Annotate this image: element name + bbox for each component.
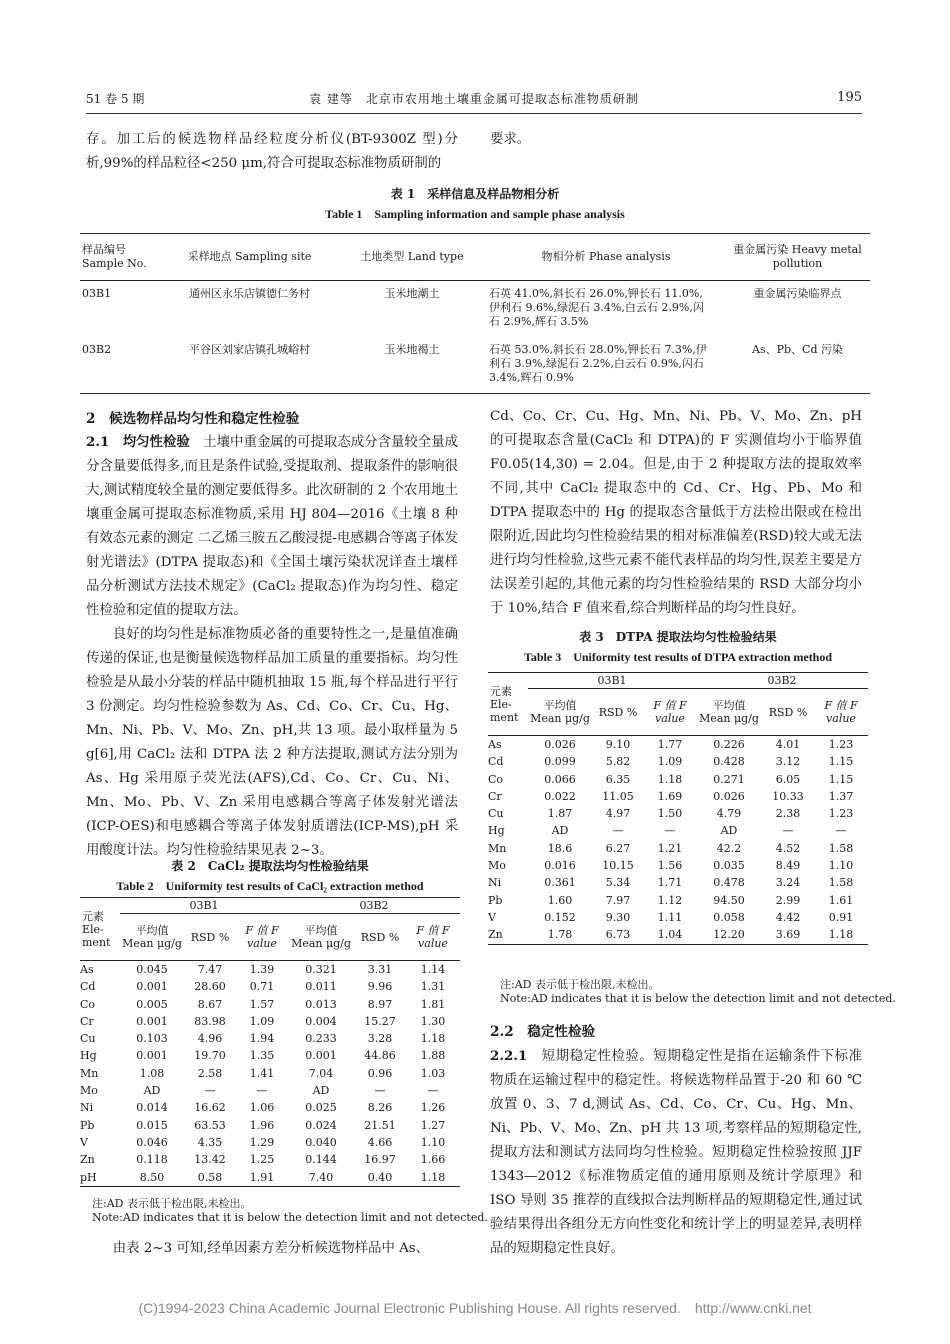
value-cell: 1.41 [249, 1066, 275, 1080]
table-row [80, 1117, 460, 1134]
value-cell: 0.046 [136, 1135, 168, 1149]
table2-caption-cn: 表 2 CaCl₂ 提取法均匀性检验结果 [171, 859, 369, 873]
value-cell: 83.98 [194, 1014, 226, 1028]
table-row [488, 874, 868, 891]
table-row [80, 961, 460, 979]
paragraph-uniformity-intro: 2.1 均匀性检验 土壤中重金属的可提取态成分含量较全量成分含量要低得多,而且是条件试验,受提取剂、提取条件的影响很大,测试精度较全量的测定要低得多。此次研制的 2 个农用地土壤重金属可提取态标准物质,采用 HJ 804—2016《土壤 8 种有效态元素的测定 二乙烯三胺五乙酸浸提-电感耦合等离子体发射光谱法》(DTPA 提取态)和《全国土壤污染状况详查土壤样品分析测试方法技术规定》(CaCl₂ 提取态)作为均匀性、稳定性检验和定值的提取方法。 [86, 434, 459, 618]
element-cell: Cd [488, 755, 504, 769]
value-cell: 1.03 [420, 1066, 446, 1080]
value-cell: AD [143, 1084, 161, 1098]
value-cell: 1.39 [249, 963, 275, 976]
element-cell: As [80, 963, 94, 976]
table3-caption-en: Table 3 Uniformity test results of DTPA extraction method [523, 650, 833, 664]
table-row [80, 337, 870, 394]
value-cell: 0.361 [544, 876, 576, 890]
value-cell: 8.49 [775, 859, 801, 873]
t2-header-rsd: RSD % [354, 914, 406, 961]
value-cell: 0.233 [305, 1032, 337, 1046]
intro-paragraph-end: 要求。 [490, 132, 531, 147]
value-cell: 1.15 [828, 755, 854, 769]
table3-caption-cn: 表 3 DTPA 提取法均匀性检验结果 [579, 630, 777, 644]
table1-caption [80, 184, 870, 224]
value-cell: 1.18 [828, 928, 854, 942]
element-cell: Zn [80, 1153, 95, 1167]
value-cell: 3.31 [367, 963, 393, 976]
value-cell: 0.144 [305, 1153, 337, 1167]
table-row [488, 892, 868, 909]
value-cell: 21.51 [364, 1118, 396, 1132]
value-cell: 1.30 [420, 1014, 446, 1028]
value-cell: 1.37 [828, 789, 854, 803]
t3-header-f: F 值 F value [644, 689, 696, 736]
value-cell: 0.026 [544, 738, 576, 751]
value-cell: — [612, 824, 624, 838]
value-cell: 1.35 [249, 1049, 275, 1063]
value-cell: 4.66 [367, 1135, 393, 1149]
value-cell: 1.66 [420, 1153, 446, 1167]
value-cell: 7.04 [308, 1066, 334, 1080]
t1-cell-phase: 石英 53.0%,斜长石 28.0%,钾长石 7.3%,伊利石 3.9%,绿泥石 2.2%,白云石 0.9%,闪石 3.4%,辉石 0.9% [489, 343, 707, 384]
element-cell: Hg [488, 824, 505, 838]
table2-note-cn: 注:AD 表示低于检出限,未检出。 [92, 1197, 252, 1210]
value-cell: 0.026 [713, 789, 745, 803]
value-cell: 0.478 [713, 876, 745, 890]
t1-header-pollution: 重金属污染 Heavy metal pollution [733, 243, 862, 270]
value-cell: — [204, 1084, 216, 1098]
element-cell: Cr [80, 1014, 94, 1028]
value-cell: 10.33 [772, 789, 804, 803]
table1-caption-en: Table 1 Sampling information and sample phase analysis [325, 207, 625, 221]
value-cell: 1.04 [657, 928, 683, 942]
value-cell: 1.29 [249, 1135, 275, 1149]
t3-header-03b1: 03B1 [528, 673, 696, 689]
value-cell: 1.57 [249, 997, 275, 1011]
value-cell: 0.045 [136, 963, 168, 976]
header-divider [86, 113, 862, 114]
value-cell: 1.10 [420, 1135, 446, 1149]
value-cell: 9.96 [367, 980, 393, 994]
table-row [80, 978, 460, 995]
value-cell: 0.066 [544, 772, 576, 786]
value-cell: 0.001 [136, 1049, 168, 1063]
element-cell: Cr [488, 789, 502, 803]
value-cell: 6.05 [775, 772, 801, 786]
value-cell: 3.28 [367, 1032, 393, 1046]
value-cell: 0.40 [367, 1170, 393, 1184]
value-cell: 16.62 [194, 1101, 226, 1115]
table-row [488, 753, 868, 770]
table-row [80, 1030, 460, 1047]
element-cell: Cu [80, 1032, 96, 1046]
value-cell: 6.27 [605, 841, 631, 855]
value-cell: 1.23 [828, 807, 854, 821]
value-cell: 1.77 [657, 738, 683, 751]
table3-note-en: Note:AD indicates that it is below the detection limit and not detected. [500, 992, 896, 1005]
value-cell: 1.94 [249, 1032, 275, 1046]
value-cell: 18.6 [547, 841, 573, 855]
value-cell: 2.99 [775, 893, 801, 907]
value-cell: 4.35 [197, 1135, 223, 1149]
t1-cell-pollution: As、Pb、Cd 污染 [752, 343, 843, 356]
value-cell: 3.12 [775, 755, 801, 769]
value-cell: 4.79 [716, 807, 742, 821]
value-cell: 1.23 [828, 738, 854, 751]
t1-cell-land: 玉米地潮土 [384, 287, 440, 300]
value-cell: 1.27 [420, 1118, 446, 1132]
value-cell: 0.011 [305, 980, 337, 994]
table1 [80, 233, 870, 394]
value-cell: 1.56 [657, 859, 683, 873]
value-cell: 1.61 [828, 893, 854, 907]
value-cell: 0.025 [305, 1101, 337, 1115]
element-cell: Hg [80, 1049, 97, 1063]
table2-note-en: Note:AD indicates that it is below the detection limit and not detected. [92, 1211, 488, 1224]
table-row [80, 281, 870, 338]
value-cell: 0.005 [136, 997, 168, 1011]
value-cell: 3.24 [775, 876, 801, 890]
section-title: 2 候选物样品均匀性和稳定性检验 [86, 411, 300, 427]
table-row [488, 805, 868, 822]
value-cell: 1.87 [547, 807, 573, 821]
t2-header-f: F 值 F value [236, 914, 288, 961]
value-cell: 4.42 [775, 910, 801, 924]
table-row [488, 926, 868, 944]
page-number: 195 [837, 90, 862, 105]
value-cell: 1.18 [657, 772, 683, 786]
section-2-1 [86, 430, 458, 863]
value-cell: 1.81 [420, 997, 446, 1011]
table-row [488, 840, 868, 857]
t1-header-site: 采样地点 Sampling site [187, 250, 312, 263]
value-cell: 1.58 [828, 876, 854, 890]
value-cell: 6.73 [605, 928, 631, 942]
element-cell: As [488, 738, 502, 751]
value-cell: 2.38 [775, 807, 801, 821]
value-cell: 1.50 [657, 807, 683, 821]
t2-header-mean: 平均值 Mean μg/g [288, 914, 354, 961]
element-cell: Pb [488, 893, 503, 907]
t1-header-phase: 物相分析 Phase analysis [541, 250, 671, 263]
element-cell: Mn [80, 1066, 99, 1080]
value-cell: 0.004 [305, 1014, 337, 1028]
table-row [80, 1134, 460, 1151]
value-cell: 0.015 [136, 1118, 168, 1132]
value-cell: AD [551, 824, 569, 838]
value-cell: 1.18 [420, 1032, 446, 1046]
value-cell: — [427, 1084, 439, 1098]
value-cell: 1.78 [547, 928, 573, 942]
value-cell: — [664, 824, 676, 838]
element-cell: Mo [80, 1084, 98, 1098]
value-cell: — [256, 1084, 268, 1098]
value-cell: 5.34 [605, 876, 631, 890]
value-cell: 0.71 [249, 980, 275, 994]
value-cell: 1.96 [249, 1118, 275, 1132]
intro-paragraph: 存。加工后的候选物样品经粒度分析仪(BT-9300Z 型)分析,99%的样品粒径<250 μm,符合可提取态标准物质研制的 [86, 132, 458, 171]
element-cell: Ni [488, 876, 502, 890]
value-cell: 1.25 [249, 1153, 275, 1167]
value-cell: 1.31 [420, 980, 446, 994]
value-cell: 0.013 [305, 997, 337, 1011]
value-cell: 1.21 [657, 841, 683, 855]
value-cell: 0.001 [136, 980, 168, 994]
element-cell: Mo [488, 859, 506, 873]
t3-header-element: 元素 Ele- ment [488, 673, 528, 736]
value-cell: 0.001 [136, 1014, 168, 1028]
table-row [80, 1082, 460, 1099]
value-cell: 28.60 [194, 980, 226, 994]
t1-cell-site: 通州区永乐店镇德仁务村 [189, 287, 310, 300]
table-row [488, 771, 868, 788]
value-cell: 1.09 [249, 1014, 275, 1028]
value-cell: 0.118 [136, 1153, 168, 1167]
value-cell: 7.47 [197, 963, 223, 976]
value-cell: 0.001 [305, 1049, 337, 1063]
copyright-footer: (C)1994-2023 China Academic Journal Electronic Publishing House. All rights reserved. http://www.cnki.net [138, 1300, 812, 1316]
value-cell: 4.97 [605, 807, 631, 821]
table-row [488, 736, 868, 754]
paragraph-short-term-stability: 2.2.1 短期稳定性检验。短期稳定性是指在运输条件下标准物质在运输过程中的稳定性。将候选物样品置于-20 和 60 ℃放置 0、3、7 d,测试 As、Cd、Co、Cr、Cu、Hg、Mn、Ni、Pb、V、Mo、Zn、pH 共 13 项,考察样品的短期稳定性,提取方法和测试方法同均匀性检验。短期稳定性检验按照 JJF 1343—2012《标准物质定值的通用原则及统计学原理》和 ISO 导则 35 推荐的直线拟合法判断样品的短期稳定性,通过试验结果得出各组分无方向性变化和统计学上的明显差异,表明样品的短期稳定性良好。 [490, 1048, 863, 1256]
table-row [80, 1047, 460, 1064]
value-cell: 1.26 [420, 1101, 446, 1115]
value-cell: 16.97 [364, 1153, 396, 1167]
subsubsection-label: 2.2.1 [490, 1048, 528, 1064]
paragraph-uniformity-method: 良好的均匀性是标准物质必备的重要特性之一,是量值准确传递的保证,也是衡量候选物样品加工质量的重要指标。均匀性检验是从最小分装的样品中随机抽取 15 瓶,每个样品进行平行 3 份测定。均匀性检验参数为 As、Cd、Co、Cr、Cu、Hg、Mn、Ni、Pb、V、Mo、Zn、pH,共 13 项。最小取样量为 5 g[6],用 CaCl₂ 法和 DTPA 法 2 种方法提取,测试方法分别为 As、Hg 采用原子荧光法(AFS),Cd、Co、Cr、Cu、Ni、Mn、Mo、Pb、V、Zn 采用电感耦合等离子体发射光谱法(ICP-OES)和电感耦合等离子体发射质谱法(ICP-MS),pH 采用酸度计法。均匀性检验结果见表 2~3。 [86, 627, 458, 858]
value-cell: 1.12 [657, 893, 683, 907]
t1-cell-site: 平谷区刘家店镇孔城峪村 [189, 343, 310, 356]
element-cell: Ni [80, 1101, 94, 1115]
value-cell: 1.58 [828, 841, 854, 855]
t3-header-rsd: RSD % [592, 689, 644, 736]
value-cell: 9.30 [605, 910, 631, 924]
value-cell: 8.26 [367, 1101, 393, 1115]
value-cell: 0.058 [713, 910, 745, 924]
value-cell: 1.91 [249, 1170, 275, 1184]
value-cell: 8.97 [367, 997, 393, 1011]
value-cell: 0.91 [828, 910, 854, 924]
table3 [488, 672, 868, 945]
value-cell: 15.27 [364, 1014, 396, 1028]
value-cell: AD [312, 1084, 330, 1098]
value-cell: 0.428 [713, 755, 745, 769]
element-cell: Zn [488, 928, 503, 942]
paragraph-anova-start: 由表 2~3 可知,经单因素方差分析候选物样品中 As、 [112, 1241, 430, 1256]
value-cell: 1.71 [657, 876, 683, 890]
value-cell: 0.58 [197, 1170, 223, 1184]
value-cell: 0.035 [713, 859, 745, 873]
t1-header-land: 土地类型 Land type [360, 250, 464, 263]
value-cell: 0.152 [544, 910, 576, 924]
subsection-title-stability: 2.2 稳定性检验 [490, 1024, 596, 1040]
table3-note [500, 978, 896, 1006]
value-cell: 6.35 [605, 772, 631, 786]
value-cell: 94.50 [713, 893, 745, 907]
value-cell: 0.103 [136, 1032, 168, 1046]
t2-header-element: 元素 Ele- ment [80, 898, 120, 961]
value-cell: 0.024 [305, 1118, 337, 1132]
table-row [80, 1065, 460, 1082]
value-cell: 0.040 [305, 1135, 337, 1149]
table-row [80, 1099, 460, 1116]
table-row [488, 857, 868, 874]
table-row [488, 788, 868, 805]
value-cell: 1.60 [547, 893, 573, 907]
t2-header-03b2: 03B2 [288, 898, 460, 914]
value-cell: 1.15 [828, 772, 854, 786]
element-cell: V [80, 1135, 88, 1149]
t1-cell-pollution: 重金属污染临界点 [753, 287, 842, 300]
running-header [86, 90, 862, 108]
value-cell: 3.69 [775, 928, 801, 942]
value-cell: 9.10 [605, 738, 631, 751]
value-cell: 1.06 [249, 1101, 275, 1115]
t3-header-rsd: RSD % [762, 689, 814, 736]
value-cell: AD [720, 824, 738, 838]
table2-note [92, 1197, 488, 1225]
table2-caption-en: Table 2 Uniformity test results of CaCl₂ extraction method [116, 879, 424, 893]
value-cell: 0.96 [367, 1066, 393, 1080]
table-row [80, 1151, 460, 1168]
value-cell: 11.05 [602, 789, 634, 803]
t2-header-03b1: 03B1 [120, 898, 288, 914]
table3-caption [488, 627, 868, 667]
table-row [80, 1013, 460, 1030]
value-cell: 4.52 [775, 841, 801, 855]
element-cell: Cd [80, 980, 96, 994]
value-cell: 0.321 [305, 963, 337, 976]
element-cell: Pb [80, 1118, 95, 1132]
element-cell: Co [488, 772, 504, 786]
value-cell: 19.70 [194, 1049, 226, 1063]
value-cell: 1.10 [828, 859, 854, 873]
value-cell: 10.15 [602, 859, 634, 873]
paragraph-anova-result: Cd、Co、Cr、Cu、Hg、Mn、Ni、Pb、V、Mo、Zn、pH 的可提取态含量(CaCl₂ 和 DTPA)的 F 实测值均小于临界值 F0.05(14,30) = 2.04。但是,由于 2 种提取方法的提取效率不同,其中 CaCl₂ 提取态中的 Cd、Cr、Hg、Pb、Mo 和 DTPA 提取态中的 Hg 的提取态含量低于方法检出限或在检出限附近,因此均匀性检验结果的相对标准偏差(RSD)较大或无法进行均匀性检验,这些元素不能代表样品的均匀性,误差主要是方法误差引起的,其他元素的均匀性检验结果的 RSD 大部分均小于 10%,结合 F 值来看,综合判断样品的均匀性良好。 [490, 409, 862, 616]
element-cell: Co [80, 997, 96, 1011]
value-cell: 12.20 [713, 928, 745, 942]
value-cell: 0.022 [544, 789, 576, 803]
t3-header-f: F 值 F value [814, 689, 868, 736]
value-cell: 0.099 [544, 755, 576, 769]
value-cell: 44.86 [364, 1049, 396, 1063]
value-cell: 8.67 [197, 997, 223, 1011]
t3-header-mean: 平均值 Mean μg/g [696, 689, 762, 736]
t1-cell-phase: 石英 41.0%,斜长石 26.0%,钾长石 11.0%,伊利石 9.6%,绿泥石 3.4%,白云石 2.9%,闪石 2.9%,辉石 3.5% [489, 287, 704, 328]
journal-volume: 51 卷 5 期 [86, 92, 145, 106]
value-cell: 4.96 [197, 1032, 223, 1046]
value-cell: — [782, 824, 794, 838]
table3-note-cn: 注:AD 表示低于检出限,未检出。 [500, 978, 660, 991]
value-cell: 1.88 [420, 1049, 446, 1063]
element-cell: V [488, 910, 496, 924]
table2 [80, 897, 460, 1187]
t1-cell-land: 玉米地褐土 [384, 343, 440, 356]
t3-header-03b2: 03B2 [696, 673, 868, 689]
table-row [80, 996, 460, 1013]
table1-caption-cn: 表 1 采样信息及样品物相分析 [390, 187, 560, 201]
value-cell: 1.11 [657, 910, 683, 924]
running-title: 袁 建等 北京市农用地土壤重金属可提取态标准物质研制 [309, 92, 639, 106]
value-cell: 7.40 [308, 1170, 334, 1184]
t3-header-mean: 平均值 Mean μg/g [528, 689, 592, 736]
element-cell: Mn [488, 841, 507, 855]
value-cell: 1.08 [139, 1066, 165, 1080]
value-cell: 1.09 [657, 755, 683, 769]
value-cell: 0.271 [713, 772, 745, 786]
value-cell: 0.226 [713, 738, 745, 751]
t1-cell-no: 03B1 [82, 287, 112, 300]
value-cell: 5.82 [605, 755, 631, 769]
table-row [488, 909, 868, 926]
table-row [80, 1169, 460, 1187]
value-cell: 4.01 [775, 738, 801, 751]
t2-header-mean: 平均值 Mean μg/g [120, 914, 184, 961]
subsection-title: 2.1 均匀性检验 [86, 434, 190, 450]
value-cell: 0.014 [136, 1101, 168, 1115]
t2-header-f: F 值 F value [406, 914, 460, 961]
value-cell: 8.50 [139, 1170, 165, 1184]
element-cell: Cu [488, 807, 504, 821]
value-cell: 0.016 [544, 859, 576, 873]
value-cell: 1.18 [420, 1170, 446, 1184]
value-cell: 1.14 [420, 963, 446, 976]
value-cell: — [835, 824, 847, 838]
value-cell: — [374, 1084, 386, 1098]
table2-caption [80, 856, 460, 896]
value-cell: 7.97 [605, 893, 631, 907]
value-cell: 63.53 [194, 1118, 226, 1132]
element-cell: pH [80, 1170, 97, 1184]
t2-header-rsd: RSD % [184, 914, 236, 961]
value-cell: 2.58 [197, 1066, 223, 1080]
t1-cell-no: 03B2 [82, 343, 112, 356]
table-row [488, 822, 868, 839]
value-cell: 1.69 [657, 789, 683, 803]
value-cell: 42.2 [716, 841, 742, 855]
value-cell: 13.42 [194, 1153, 226, 1167]
t1-header-sample-no: 样品编号 Sample No. [82, 243, 147, 270]
